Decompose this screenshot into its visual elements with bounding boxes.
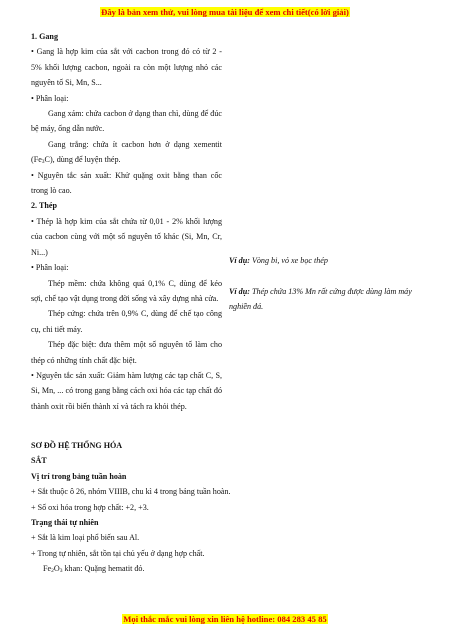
ore-hematite — [31, 561, 431, 576]
natural-state-heading: Trạng thái tự nhiên — [31, 518, 99, 528]
position-item: + Số oxi hóa trong hợp chất: +2, +3. — [31, 502, 149, 512]
hotline-banner — [0, 614, 450, 624]
section-title-thep: 2. Thép — [31, 201, 57, 211]
thep-definition: • Thép là hợp kim của sắt chứa từ 0,01 - 2% khối lượng của cacbon cùng với một số nguyên tố khác (Si, Mn, Cr, Ni...) — [31, 216, 222, 257]
summary-title: SƠ ĐỒ HỆ THỐNG HÓA — [31, 441, 123, 450]
ore-subscript-1: 2 — [51, 568, 54, 575]
white-iron-text-b: C), dùng để luyện thép. — [44, 155, 121, 165]
section-title-gang: 1. Gang — [31, 32, 58, 41]
position-heading: Vị trí trong bảng tuần hoàn — [31, 471, 127, 481]
example-label: Ví dụ: — [229, 287, 250, 296]
thep-classification-label: • Phân loại: — [31, 263, 69, 273]
gray-iron-text: Gang xám: chứa cacbon ở dạng than chì, dùng để đúc bệ máy, ống dẫn nước. — [31, 109, 222, 134]
ore-formula-a: Fe — [43, 564, 52, 574]
hard-steel-text: Thép cứng: chứa trên 0,9% C, dùng để chế tạo công cụ, chi tiết máy. — [31, 309, 222, 334]
summary-subtitle: SẮT — [31, 456, 47, 466]
gang-definition: • Gang là hợp kim của sắt với cacbon trong đó có từ 2 - 5% khối lượng cacbon, ngoài ra còn một lượng nhỏ các nguyên tố Si, Mn, S... — [31, 47, 222, 88]
natural-state-item: + Trong tự nhiên, sắt tồn tại chủ yếu ở dạng hợp chất. — [31, 548, 205, 558]
example-note-2 — [229, 284, 429, 315]
natural-state-item: + Sắt là kim loại phổ biến sau Al. — [31, 533, 140, 543]
special-steel-text: Thép đặc biệt: đưa thêm một số nguyên tố làm cho thép có những tính chất đặc biệt. — [31, 340, 222, 365]
soft-steel-text: Thép mềm: chứa không quá 0,1% C, dùng để kéo sợi, chế tạo vật dụng trong đời sống và xây dựng nhà cửa. — [31, 278, 222, 303]
gang-classification-label: • Phân loại: — [31, 93, 69, 103]
white-iron-subscript: 3 — [41, 159, 45, 166]
example-label: Ví dụ: — [229, 256, 250, 265]
summary-section — [31, 438, 431, 577]
gang-production: • Nguyên tắc sản xuất: Khử quặng oxit bằng than cốc trong lò cao. — [31, 170, 222, 196]
ore-description: khan: Quặng hematit đỏ. — [62, 564, 145, 574]
preview-banner — [0, 7, 450, 17]
white-iron-text — [31, 137, 222, 168]
ore-formula-b: O — [53, 564, 60, 574]
hotline-banner-text: Mọi thắc mắc vui lòng xin liên hệ hotline: 084 283 45 85 — [123, 614, 327, 624]
example-text: Thép chứa 13% Mn rất cứng được dùng làm máy nghiền đá. — [229, 287, 412, 312]
preview-banner-text: Đây là bản xem thử, vui lòng mua tài liệu để xem chi tiết(có lời giải) — [101, 7, 349, 17]
example-note-1 — [229, 253, 429, 268]
white-iron-text-a: Gang trắng: chứa ít cacbon hơn ở dạng xementit (Fe — [31, 139, 222, 165]
thep-production: • Nguyên tắc sản xuất: Giảm hàm lượng các tạp chất C, S, Si, Mn, ... có trong gang bằng cách oxi hóa các tạp chất đó thành oxit rồi biến thành xỉ và tách ra khỏi thép. — [31, 370, 222, 411]
example-text: Vòng bi, vỏ xe bọc thép — [249, 256, 328, 265]
ore-subscript-2: 3 — [59, 568, 63, 575]
main-column — [31, 29, 222, 414]
position-item: + Sắt thuộc ô 26, nhóm VIIIB, chu kì 4 trong bảng tuần hoàn. — [31, 487, 231, 497]
